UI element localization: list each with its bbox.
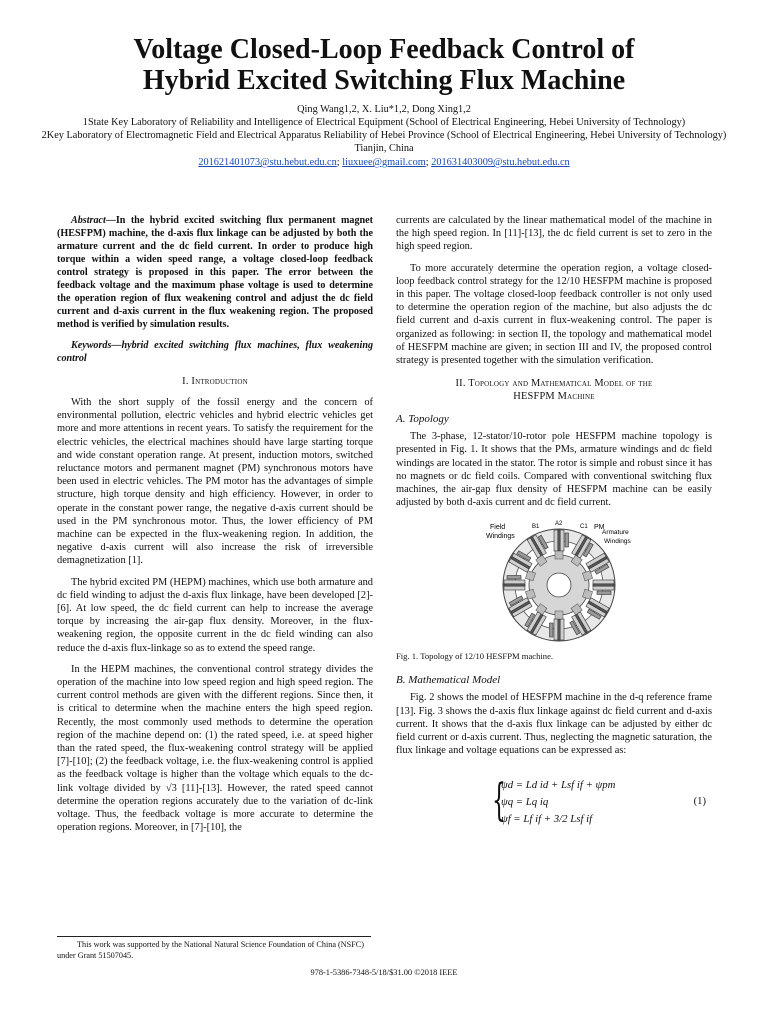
- title-line-1: Voltage Closed-Loop Feedback Control of: [133, 34, 635, 65]
- section-2-heading: [396, 377, 712, 403]
- footnote: This work was supported by the National Natural Science Foundation of China (NSFC) under Grant 51507045.: [57, 940, 364, 960]
- rotor-tooth: [555, 611, 563, 619]
- title-line-2: Hybrid Excited Switching Flux Machine: [142, 65, 626, 96]
- equation-number: (1): [693, 796, 706, 808]
- label-armature-windings: Windings: [604, 538, 631, 546]
- abstract-label: Abstract: [71, 215, 106, 226]
- label-pm: PM: [594, 524, 605, 532]
- location: Tianjin, China: [354, 143, 414, 154]
- topology-paragraph: The 3-phase, 12-stator/10-rotor pole HESFPM machine topology is presented in Fig. 1. It shows that the PMs, armature windings and dc field windings are located in the stator. The rotor is simple and robust since it has no magnets or dc field coils. Compared with conventional switching flux machines, the air-gap flux density of HESFPM machine can be easily adjusted by both d-axis current and dc field current.: [396, 431, 712, 509]
- pm-segment: [558, 619, 560, 640]
- right-paragraph-2: To more accurately determine the operation region, a voltage closed-loop feedback control strategy for the 12/10 HESFPM machine is proposed in this paper. The voltage closed-loop feedback controller is not only used to determine the operation region of the machine, but also adjusts the dc field current and d-axis current in flux-weakening control. The paper is organized as following: in section II, the topology and mathematical model of HESFPM machine are given; in section III and IV, the proposed control strategy is presented together with the simulation verification.: [396, 262, 712, 367]
- right-paragraph-1: currents are calculated by the linear mathematical model of the machine in the high speed region. In [11]-[13], the dc field current is set to zero in the high speed region.: [396, 215, 712, 253]
- equation-lines: [501, 777, 615, 828]
- section-2-heading-line-2: HESFPM Machine: [513, 391, 595, 403]
- affiliation-2: 2Key Laboratory of Electromagnetic Field and Electrical Apparatus Reliability of Hebei Province (School of Electrical Engineering, Hebei University of Technology): [41, 130, 727, 141]
- section-2-heading-line-1: II. Topology and Mathematical Model of the: [455, 378, 653, 390]
- label-c1: C1: [580, 524, 588, 531]
- label-armature: Armature: [602, 529, 629, 537]
- label-field: Field: [490, 524, 506, 532]
- footnote-divider: [57, 936, 371, 937]
- model-paragraph: Fig. 2 shows the model of HESFPM machine in the d-q reference frame [13]. Fig. 3 shows the d-axis flux linkage against dc field current and d-axis current. It shows that the d-axis flux linkage can be adjusted by either dc field current or d-axis current. Thus, neglecting the magnetic saturation, the flux linkage and voltage equations can be expressed as:: [396, 692, 712, 757]
- intro-paragraph-1: With the short supply of the fossil energy and the concern of environmental pollution, electric vehicles and hybrid electric vehicles get more and more attentions in recent years. To satisfy the requirement for the electric vehicles, the electrical machines should have large starting torque and wide constant operation range. At present, induction motors, switched reluctance motors and permanent magnet (PM) synchronous motors have been used in electric vehicles. The PM motor has the advantages of simple structure, high torque density and high efficiency. However, in order to operate in the constant power range, the negative d-axis current should be used in the PM synchronous motor. Thus, the lower efficiency of PM machine can be expected in the flux-weakening region. In addition, the negative d-axis current will also increase the risk of irreversible demagnetization [1].: [57, 397, 373, 567]
- subsection-a-heading: A. Topology: [396, 413, 449, 426]
- keywords: Keywords—hybrid excited switching flux machines, flux weakening control: [57, 340, 373, 364]
- label-field-windings: Windings: [486, 533, 515, 541]
- right-column: [396, 214, 712, 829]
- equation-line-2: ψq = Lq iq: [501, 796, 549, 809]
- label-a2: A2: [555, 521, 563, 528]
- winding-coil: [507, 576, 521, 580]
- equation-brace: {: [492, 775, 506, 827]
- email-link-3[interactable]: 201631403009@stu.hebut.edu.cn: [431, 157, 570, 168]
- pm-segment: [558, 530, 560, 551]
- pm-segment: [504, 584, 525, 586]
- page-footer: 978-1-5386-7348-5/18/$31.00 ©2018 IEEE: [310, 968, 458, 977]
- equation-line-1: ψd = Ld id + Lsf if + ψpm: [501, 779, 616, 792]
- equation-1: [396, 777, 712, 829]
- left-column: [57, 214, 373, 843]
- email-link-1[interactable]: 201621401073@stu.hebut.edu.cn: [198, 157, 337, 168]
- rotor-tooth: [555, 551, 563, 559]
- label-b1: B1: [532, 524, 540, 531]
- author-block: [40, 103, 728, 169]
- winding-coil: [597, 591, 611, 595]
- abstract: [57, 214, 373, 331]
- subsection-b-heading: B. Mathematical Model: [396, 674, 501, 687]
- figure-1-caption: Fig. 1. Topology of 12/10 HESFPM machine.: [396, 651, 554, 662]
- figure-1: [396, 517, 712, 649]
- winding-coil: [565, 533, 569, 547]
- machine-topology-diagram: [484, 517, 634, 647]
- section-1-heading: I. Introduction: [182, 376, 248, 387]
- pm-segment: [593, 584, 614, 586]
- abstract-text: —In the hybrid excited switching flux permanent magnet (HESFPM) machine, the d-axis flux linkage can be adjusted by both the armature current and the dc field current. In order to produce high torque within a widen speed range, a voltage closed-loop feedback control strategy is proposed in this paper. The error between the feedback voltage and the maximum phase voltage is used to determine the operation region of flux weakening control and adjust the dc field current and d-axis current in the flux weakening region. The proposed method is verified by simulation results.: [57, 215, 373, 330]
- intro-paragraph-3: In the HEPM machines, the conventional control strategy divides the operation of the machine into low speed region and high speed region. The current control methods are given with the different regions. Since then, it is critical to determine when the machine enters the high speed region. Recently, the most commonly used methods to determine the operation region of the machine depend on: (1) the rated speed, i.e. at speed higher than the rated speed, the flux-weakening control strategy will be applied [7]-[10]; (2) the feedback voltage, i.e. the flux-weakening control is applied as the feedback voltage is higher than the voltage which equals to the dc-link voltage divided by √3 [11]-[13]. However, the rated speed cannot determine the operation regions accurately due to the variation of dc-link voltage. Thus, the feedback voltage is more accurate to determine the operation regions. Moreover, in [7]-[10], the: [57, 663, 373, 834]
- affiliation-1: 1State Key Laboratory of Reliability and Intelligence of Electrical Equipment (School of Electrical Engineering, Hebei University of Technology): [82, 117, 686, 128]
- email-list: 201621401073@stu.hebut.edu.cn; liuxuee@gmail.com; 201631403009@stu.hebut.edu.cn: [198, 157, 570, 168]
- intro-paragraph-2: The hybrid excited PM (HEPM) machines, which use both armature and dc field winding to adjust the d-axis flux linkage, have been developed [2]-[6]. At low speed, the dc field current can help to increase the average torque by increasing the air-gap flux density. Moreover, in the flux-weakening region, the opposite current in the dc field winding can also reduce the d-axis flux-linkage so as to extend the speed range.: [57, 576, 373, 654]
- paper-title: [40, 34, 728, 96]
- winding-coil: [550, 623, 554, 637]
- authors: Qing Wang1,2, X. Liu*1,2, Dong Xing1,2: [297, 104, 471, 115]
- email-link-2[interactable]: liuxuee@gmail.com: [342, 157, 426, 168]
- equation-line-3: ψf = Lf if + 3/2 Lsf if: [501, 813, 593, 826]
